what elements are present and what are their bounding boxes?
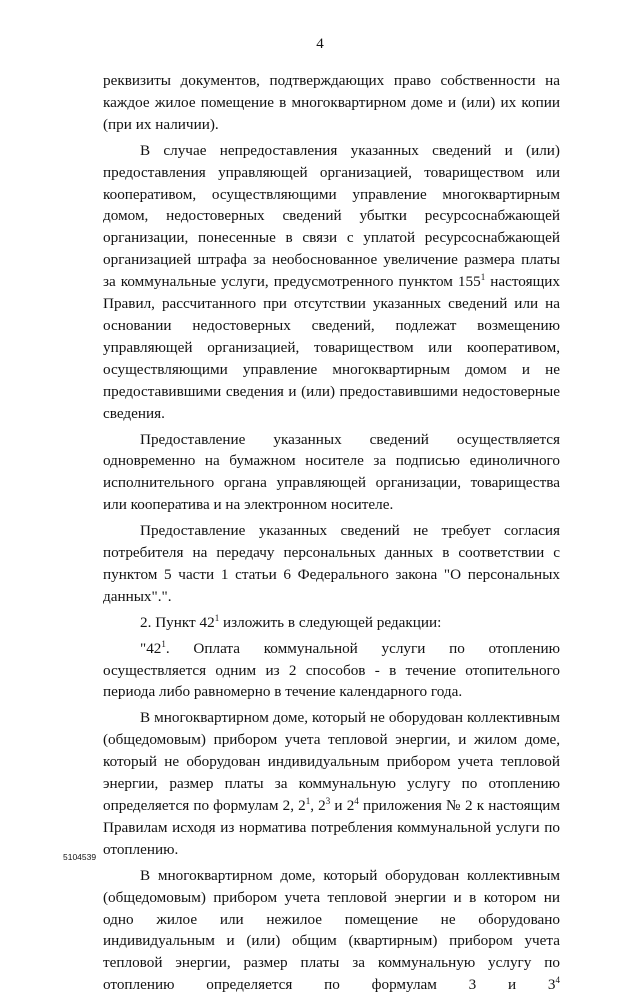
text-run: Предоставление указанных сведений не требует согласия потребителя на передачу персональных данных в соответствии с пунктом 5 части 1 статьи 6 Федерального закона "О персональных данных".". — [103, 522, 560, 605]
text-run: "42 — [140, 639, 162, 657]
page-number: 4 — [316, 36, 324, 52]
text-run: приложения № 2 к настоящим Правилам исходя из норматива потребления коммунальной услуги по отоплению. — [103, 797, 561, 858]
paragraph — [103, 638, 560, 704]
superscript: 1 — [214, 612, 220, 623]
text-run: реквизиты документов, подтверждающих право собственности на каждое жилое помещение в многоквартирном доме и (или) их копии (при их наличии). — [103, 72, 560, 133]
paragraph — [103, 865, 560, 996]
text-run: Предоставление указанных сведений осуществляется одновременно на бумажном носителе за подписью единоличного исполнительного органа управляющей организации, товарищества или кооператива и на электронном носителе. — [103, 430, 560, 514]
text-run: В многоквартирном доме, который оборудован коллективным (общедомовым) прибором учета тепловой энергии и в котором ни одно жилое или нежилое помещение не оборудовано индивидуальным и (или) общим (квартирным) прибором учета тепловой энергии, размер платы за коммунальную услугу по отоплению определяется по формулам 3 и 3 — [103, 866, 560, 994]
text-run: изложить в следующей редакции: — [219, 613, 442, 631]
paragraph — [103, 520, 560, 608]
document-code: 5104539 — [63, 852, 97, 862]
text-run: В случае непредоставления указанных сведений и (или) предоставления управляющей организацией, товариществом или кооперативом, осуществляющими управление многоквартирным домом, недостоверных сведений убытки ресурсоснабжающей организации, понесенные в связи с уплатой ресурсоснабжающей организацией штрафа за необоснованное увеличение размера платы за коммунальные услуги, предусмотренного пунктом 155 — [103, 141, 560, 291]
paragraph — [103, 140, 560, 425]
superscript: 1 — [161, 638, 166, 649]
paragraph — [103, 707, 560, 860]
text-run: , 2 — [310, 797, 326, 814]
document-body — [103, 70, 560, 1000]
paragraph — [103, 612, 560, 634]
text-run: и 2 — [330, 797, 355, 814]
superscript: 4 — [555, 975, 560, 986]
superscript: 4 — [354, 796, 359, 806]
superscript: 1 — [305, 796, 311, 806]
text-run: . Оплата коммунальной услуги по отоплению осуществляется одним из 2 способов - в течение отопительного периода либо равномерно в течение календарного года. — [103, 639, 560, 701]
text-run: В многоквартирном доме, который не оборудован коллективным (общедомовым) прибором учета тепловой энергии, и жилом доме, который не оборудован индивидуальным прибором учета тепловой энергии, размер платы за коммунальную услугу по отоплению определяется по формулам 2, 2 — [103, 709, 560, 814]
superscript: 3 — [325, 796, 331, 806]
text-run: настоящих Правил, рассчитанного при отсутствии указанных сведений или на основании недостоверных сведений, подлежат возмещению управляющей организацией, товариществом или кооперативом, осуществляющими управление многоквартирным домом и не предоставившими сведения и (или) предоставившими недостоверные сведения. — [103, 273, 560, 422]
superscript: 1 — [480, 272, 486, 283]
text-run: 2. Пункт 42 — [140, 613, 215, 631]
paragraph — [103, 70, 560, 136]
paragraph — [103, 429, 560, 517]
